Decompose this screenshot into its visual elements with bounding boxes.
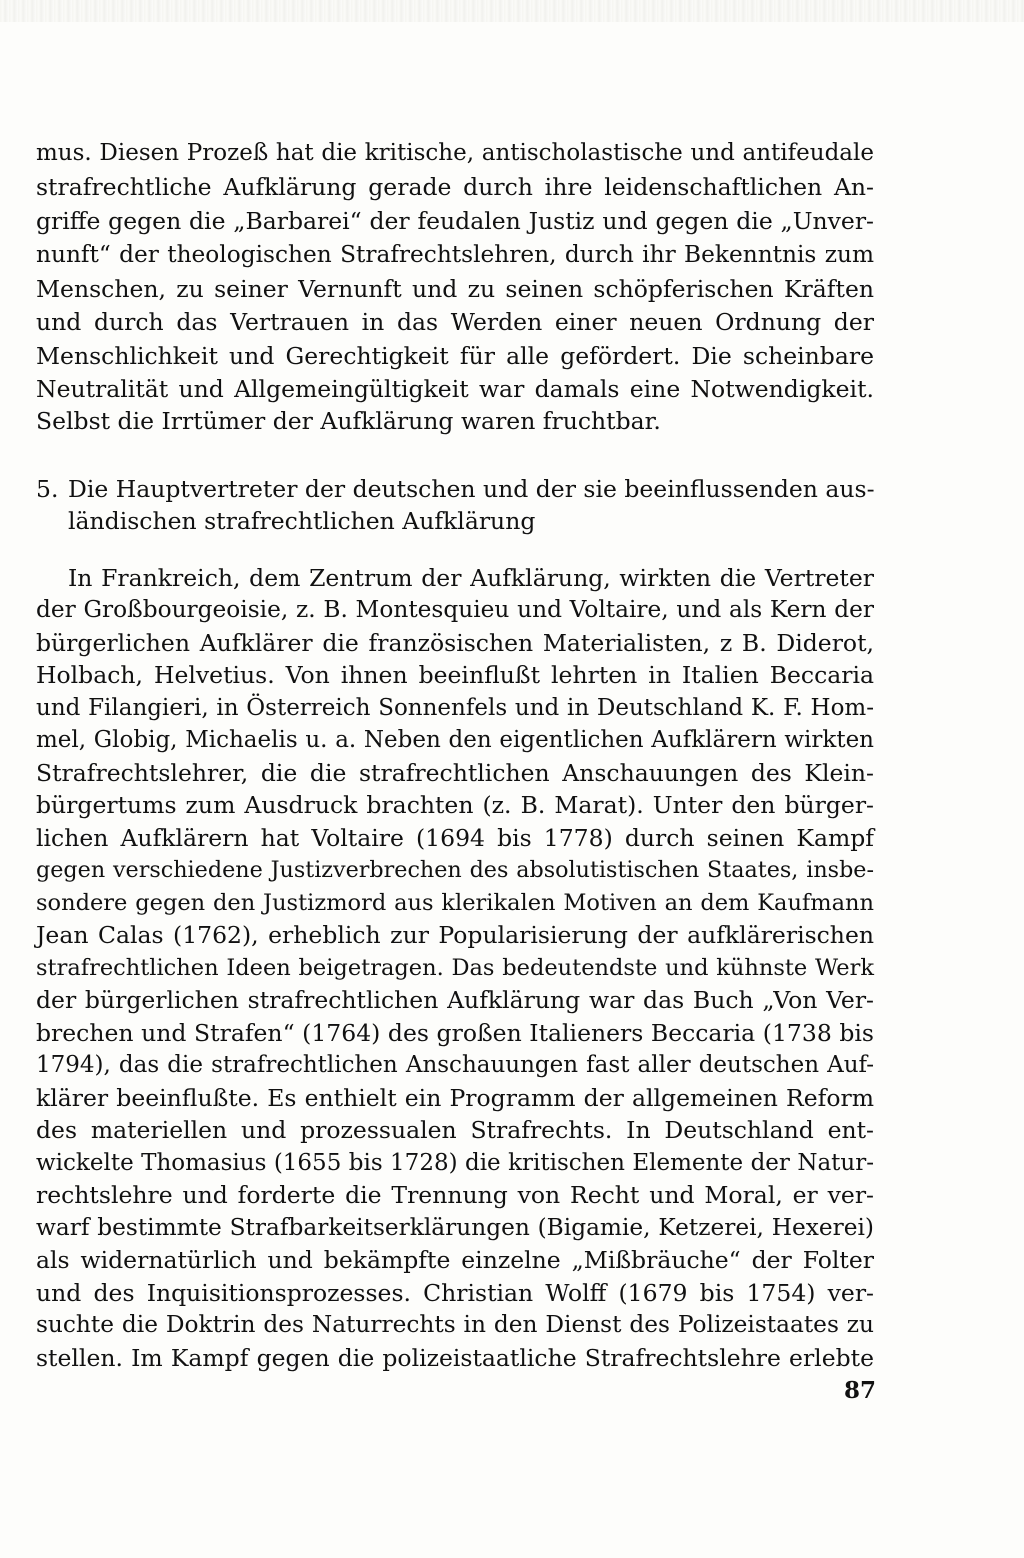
paragraph2-line: warf bestimmte Strafbarkeitserklärungen (Bigamie, Ketzerei, Hexerei) — [36, 1214, 874, 1241]
paragraph1-line: mus. Diesen Prozeß hat die kritische, antischolastische und antifeudale — [36, 140, 874, 166]
paragraph2-line: Holbach, Helvetius. Von ihnen beeinflußt lehrten in Italien Beccaria — [36, 661, 874, 689]
paragraph2-line: der bürgerlichen strafrechtlichen Aufklärung war das Buch „Von Ver- — [36, 986, 874, 1014]
paragraph2-line: stellen. Im Kampf gegen die polizeistaatliche Strafrechtslehre erlebte — [36, 1344, 874, 1372]
paragraph1-line: strafrechtliche Aufklärung gerade durch ihre leidenschaftlichen An- — [36, 173, 874, 201]
paragraph1-line: Selbst die Irrtümer der Aufklärung waren fruchtbar. — [36, 407, 661, 435]
paragraph2-line: als widernatürlich und bekämpfte einzelne „Mißbräuche“ der Folter — [36, 1246, 874, 1274]
paragraph1-line: Menschen, zu seiner Vernunft und zu seinen schöpferischen Kräften — [36, 275, 874, 303]
paragraph2-line: strafrechtlichen Ideen beigetragen. Das bedeutendste und kühnste Werk — [36, 955, 874, 981]
paragraph2-line: rechtslehre und forderte die Trennung von Recht und Moral, er ver- — [36, 1181, 874, 1209]
paragraph2-line: suchte die Doktrin des Naturrechts in den Dienst des Polizeistaates zu — [36, 1311, 874, 1338]
section-number: 5. — [36, 475, 59, 503]
paragraph2-line: der Großbourgeoisie, z. B. Montesquieu und Voltaire, und als Kern der — [36, 596, 874, 623]
paragraph2-line: wickelte Thomasius (1655 bis 1728) die kritischen Elemente der Natur- — [36, 1150, 874, 1176]
paragraph1-line: nunft“ der theologischen Strafrechtslehren, durch ihr Bekenntnis zum — [36, 241, 874, 268]
paragraph2-line: In Frankreich, dem Zentrum der Aufklärung, wirkten die Vertreter — [68, 564, 874, 592]
paragraph2-line: bürgerlichen Aufklärer die französischen Materialisten, z B. Diderot, — [36, 629, 874, 657]
paragraph1-line: griffe gegen die „Barbarei“ der feudalen Justiz und gegen die „Unver- — [36, 207, 874, 235]
paragraph2-line: 1794), das die strafrechtlichen Anschauungen fast aller deutschen Auf- — [36, 1052, 874, 1078]
paragraph2-line: und des Inquisitionsprozesses. Christian Wolff (1679 bis 1754) ver- — [36, 1279, 874, 1307]
paragraph2-line: gegen verschiedene Justizverbrechen des absolutistischen Staates, insbe- — [36, 857, 874, 883]
paragraph2-line: bürgertums zum Ausdruck brachten (z. B. Marat). Unter den bürger- — [36, 791, 874, 819]
paragraph2-line: mel, Globig, Michaelis u. a. Neben den eigentlichen Aufklärern wirkten — [36, 727, 874, 753]
paragraph2-line: und Filangieri, in Österreich Sonnenfels und in Deutschland K. F. Hom- — [36, 695, 874, 721]
page-number: 87 — [843, 1377, 876, 1404]
paragraph2-line: brechen und Strafen“ (1764) des großen Italieners Beccaria (1738 bis — [36, 1019, 874, 1047]
paragraph1-line: und durch das Vertrauen in das Werden einer neuen Ordnung der — [36, 308, 874, 336]
paragraph2-line: Strafrechtslehrer, die die strafrechtlichen Anschauungen des Klein- — [36, 759, 874, 787]
paragraph2-line: lichen Aufklärern hat Voltaire (1694 bis 1778) durch seinen Kampf — [36, 824, 874, 852]
section-heading-line1: Die Hauptvertreter der deutschen und der sie beeinflussenden aus- — [68, 475, 875, 503]
paragraph1-line: Menschlichkeit und Gerechtigkeit für alle gefördert. Die scheinbare — [36, 342, 874, 370]
paragraph2-line: Jean Calas (1762), erheblich zur Popularisierung der aufklärerischen — [36, 921, 874, 949]
paragraph2-line: des materiellen und prozessualen Strafrechts. In Deutschland ent- — [36, 1116, 874, 1144]
paragraph1-line: Neutralität und Allgemeingültigkeit war damals eine Notwendigkeit. — [36, 375, 874, 403]
paragraph2-line: klärer beeinflußte. Es enthielt ein Programm der allgemeinen Reform — [36, 1084, 874, 1112]
section-heading-line2: ländischen strafrechtlichen Aufklärung — [68, 507, 536, 535]
scan-edge — [0, 0, 1024, 22]
paragraph2-line: sondere gegen den Justizmord aus klerikalen Motiven an dem Kaufmann — [36, 890, 874, 916]
